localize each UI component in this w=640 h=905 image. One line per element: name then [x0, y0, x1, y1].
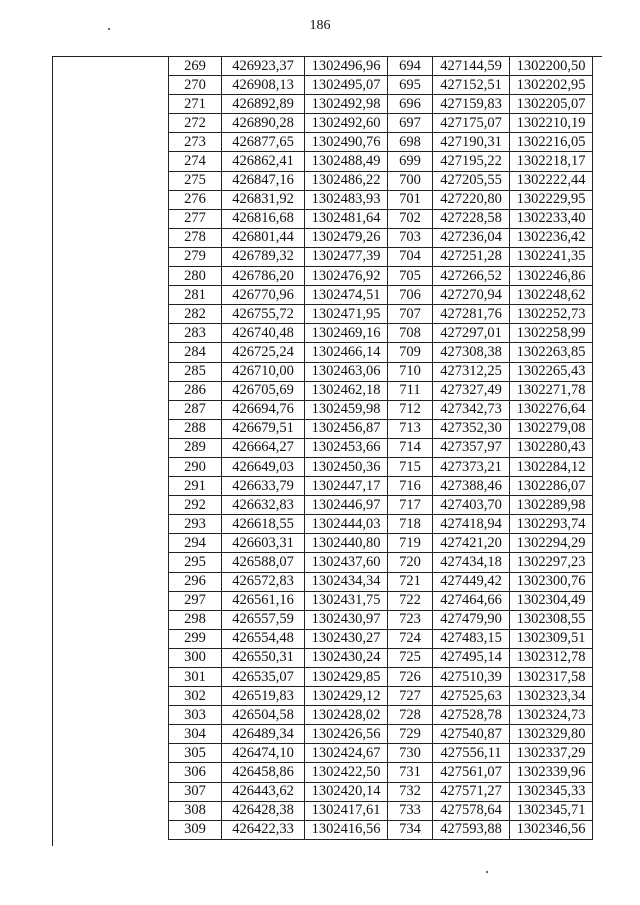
x-coordinate-b-cell: 427571,27 — [433, 782, 510, 801]
table-row — [169, 610, 593, 629]
y-coordinate-b-cell: 1302205,07 — [510, 95, 593, 114]
y-coordinate-b-cell: 1302317,58 — [510, 668, 593, 687]
table-row — [169, 152, 593, 171]
table-row — [169, 267, 593, 286]
x-coordinate-b-cell: 427352,30 — [433, 419, 510, 438]
y-coordinate-a-cell: 1302440,80 — [305, 534, 388, 553]
point-number-b-cell: 727 — [388, 687, 433, 706]
x-coordinate-a-cell: 426831,92 — [222, 190, 305, 209]
x-coordinate-a-cell: 426557,59 — [222, 610, 305, 629]
point-number-b-cell: 699 — [388, 152, 433, 171]
x-coordinate-b-cell: 427540,87 — [433, 725, 510, 744]
point-number-a-cell: 293 — [169, 515, 222, 534]
x-coordinate-b-cell: 427152,51 — [433, 76, 510, 95]
point-number-a-cell: 269 — [169, 57, 222, 76]
y-coordinate-b-cell: 1302248,62 — [510, 286, 593, 305]
y-coordinate-a-cell: 1302429,12 — [305, 687, 388, 706]
y-coordinate-b-cell: 1302218,17 — [510, 152, 593, 171]
y-coordinate-a-cell: 1302420,14 — [305, 782, 388, 801]
x-coordinate-a-cell: 426504,58 — [222, 706, 305, 725]
x-coordinate-b-cell: 427195,22 — [433, 152, 510, 171]
y-coordinate-a-cell: 1302477,39 — [305, 247, 388, 266]
point-number-a-cell: 287 — [169, 400, 222, 419]
point-number-a-cell: 274 — [169, 152, 222, 171]
y-coordinate-b-cell: 1302346,56 — [510, 820, 593, 839]
point-number-b-cell: 723 — [388, 610, 433, 629]
table-row — [169, 228, 593, 247]
point-number-b-cell: 698 — [388, 133, 433, 152]
y-coordinate-b-cell: 1302229,95 — [510, 190, 593, 209]
x-coordinate-b-cell: 427449,42 — [433, 572, 510, 591]
point-number-b-cell: 718 — [388, 515, 433, 534]
page-number: 186 — [309, 18, 331, 33]
table-row — [169, 648, 593, 667]
point-number-b-cell: 725 — [388, 648, 433, 667]
point-number-a-cell: 302 — [169, 687, 222, 706]
point-number-a-cell: 271 — [169, 95, 222, 114]
point-number-a-cell: 289 — [169, 438, 222, 457]
x-coordinate-b-cell: 427434,18 — [433, 553, 510, 572]
x-coordinate-a-cell: 426550,31 — [222, 648, 305, 667]
point-number-b-cell: 712 — [388, 400, 433, 419]
x-coordinate-a-cell: 426710,00 — [222, 362, 305, 381]
point-number-a-cell: 278 — [169, 228, 222, 247]
x-coordinate-b-cell: 427578,64 — [433, 801, 510, 820]
point-number-a-cell: 294 — [169, 534, 222, 553]
table-row — [169, 591, 593, 610]
point-number-a-cell: 286 — [169, 381, 222, 400]
y-coordinate-a-cell: 1302471,95 — [305, 305, 388, 324]
point-number-a-cell: 301 — [169, 668, 222, 687]
x-coordinate-b-cell: 427561,07 — [433, 763, 510, 782]
table-row — [169, 782, 593, 801]
x-coordinate-a-cell: 426474,10 — [222, 744, 305, 763]
y-coordinate-b-cell: 1302329,80 — [510, 725, 593, 744]
y-coordinate-b-cell: 1302312,78 — [510, 648, 593, 667]
table-row — [169, 725, 593, 744]
point-number-b-cell: 719 — [388, 534, 433, 553]
y-coordinate-b-cell: 1302324,73 — [510, 706, 593, 725]
y-coordinate-b-cell: 1302294,29 — [510, 534, 593, 553]
table-row — [169, 114, 593, 133]
y-coordinate-b-cell: 1302304,49 — [510, 591, 593, 610]
table-row — [169, 381, 593, 400]
point-number-b-cell: 705 — [388, 267, 433, 286]
point-number-a-cell: 270 — [169, 76, 222, 95]
table-row — [169, 820, 593, 839]
coordinates-table — [168, 56, 593, 840]
point-number-a-cell: 279 — [169, 247, 222, 266]
table-row — [169, 95, 593, 114]
point-number-b-cell: 724 — [388, 629, 433, 648]
table-row — [169, 76, 593, 95]
x-coordinate-a-cell: 426618,55 — [222, 515, 305, 534]
y-coordinate-a-cell: 1302428,02 — [305, 706, 388, 725]
x-coordinate-a-cell: 426632,83 — [222, 496, 305, 515]
y-coordinate-b-cell: 1302280,43 — [510, 438, 593, 457]
x-coordinate-a-cell: 426923,37 — [222, 57, 305, 76]
x-coordinate-b-cell: 427525,63 — [433, 687, 510, 706]
x-coordinate-b-cell: 427388,46 — [433, 477, 510, 496]
y-coordinate-b-cell: 1302337,29 — [510, 744, 593, 763]
point-number-a-cell: 285 — [169, 362, 222, 381]
point-number-a-cell: 297 — [169, 591, 222, 610]
x-coordinate-b-cell: 427205,55 — [433, 171, 510, 190]
table-row — [169, 744, 593, 763]
y-coordinate-b-cell: 1302345,33 — [510, 782, 593, 801]
point-number-b-cell: 700 — [388, 171, 433, 190]
point-number-b-cell: 703 — [388, 228, 433, 247]
x-coordinate-b-cell: 427236,04 — [433, 228, 510, 247]
x-coordinate-a-cell: 426801,44 — [222, 228, 305, 247]
table-row — [169, 286, 593, 305]
y-coordinate-b-cell: 1302265,43 — [510, 362, 593, 381]
x-coordinate-a-cell: 426789,32 — [222, 247, 305, 266]
x-coordinate-b-cell: 427228,58 — [433, 209, 510, 228]
y-coordinate-b-cell: 1302339,96 — [510, 763, 593, 782]
y-coordinate-a-cell: 1302434,34 — [305, 572, 388, 591]
y-coordinate-a-cell: 1302456,87 — [305, 419, 388, 438]
x-coordinate-b-cell: 427593,88 — [433, 820, 510, 839]
y-coordinate-b-cell: 1302345,71 — [510, 801, 593, 820]
x-coordinate-b-cell: 427418,94 — [433, 515, 510, 534]
x-coordinate-b-cell: 427479,90 — [433, 610, 510, 629]
point-number-b-cell: 697 — [388, 114, 433, 133]
x-coordinate-b-cell: 427190,31 — [433, 133, 510, 152]
x-coordinate-a-cell: 426428,38 — [222, 801, 305, 820]
point-number-a-cell: 277 — [169, 209, 222, 228]
point-number-b-cell: 695 — [388, 76, 433, 95]
y-coordinate-a-cell: 1302488,49 — [305, 152, 388, 171]
y-coordinate-a-cell: 1302466,14 — [305, 343, 388, 362]
x-coordinate-a-cell: 426535,07 — [222, 668, 305, 687]
x-coordinate-a-cell: 426588,07 — [222, 553, 305, 572]
y-coordinate-a-cell: 1302459,98 — [305, 400, 388, 419]
table-row — [169, 247, 593, 266]
point-number-b-cell: 728 — [388, 706, 433, 725]
x-coordinate-a-cell: 426519,83 — [222, 687, 305, 706]
x-coordinate-b-cell: 427528,78 — [433, 706, 510, 725]
point-number-b-cell: 704 — [388, 247, 433, 266]
point-number-b-cell: 720 — [388, 553, 433, 572]
y-coordinate-a-cell: 1302424,67 — [305, 744, 388, 763]
point-number-a-cell: 298 — [169, 610, 222, 629]
x-coordinate-a-cell: 426770,96 — [222, 286, 305, 305]
point-number-a-cell: 308 — [169, 801, 222, 820]
point-number-a-cell: 292 — [169, 496, 222, 515]
x-coordinate-b-cell: 427357,97 — [433, 438, 510, 457]
x-coordinate-b-cell: 427342,73 — [433, 400, 510, 419]
x-coordinate-a-cell: 426755,72 — [222, 305, 305, 324]
point-number-a-cell: 284 — [169, 343, 222, 362]
table-row — [169, 324, 593, 343]
x-coordinate-a-cell: 426877,65 — [222, 133, 305, 152]
y-coordinate-a-cell: 1302447,17 — [305, 477, 388, 496]
point-number-b-cell: 716 — [388, 477, 433, 496]
point-number-a-cell: 290 — [169, 457, 222, 476]
y-coordinate-b-cell: 1302241,35 — [510, 247, 593, 266]
y-coordinate-a-cell: 1302430,24 — [305, 648, 388, 667]
point-number-b-cell: 729 — [388, 725, 433, 744]
point-number-a-cell: 280 — [169, 267, 222, 286]
point-number-a-cell: 283 — [169, 324, 222, 343]
y-coordinate-b-cell: 1302286,07 — [510, 477, 593, 496]
y-coordinate-b-cell: 1302279,08 — [510, 419, 593, 438]
x-coordinate-b-cell: 427251,28 — [433, 247, 510, 266]
x-coordinate-a-cell: 426740,48 — [222, 324, 305, 343]
y-coordinate-b-cell: 1302323,34 — [510, 687, 593, 706]
y-coordinate-a-cell: 1302430,97 — [305, 610, 388, 629]
x-coordinate-b-cell: 427144,59 — [433, 57, 510, 76]
y-coordinate-a-cell: 1302483,93 — [305, 190, 388, 209]
x-coordinate-b-cell: 427510,39 — [433, 668, 510, 687]
scan-speck — [486, 871, 488, 873]
x-coordinate-a-cell: 426786,20 — [222, 267, 305, 286]
point-number-a-cell: 291 — [169, 477, 222, 496]
point-number-a-cell: 296 — [169, 572, 222, 591]
x-coordinate-b-cell: 427270,94 — [433, 286, 510, 305]
y-coordinate-b-cell: 1302216,05 — [510, 133, 593, 152]
y-coordinate-a-cell: 1302495,07 — [305, 76, 388, 95]
point-number-b-cell: 708 — [388, 324, 433, 343]
point-number-a-cell: 281 — [169, 286, 222, 305]
y-coordinate-a-cell: 1302476,92 — [305, 267, 388, 286]
y-coordinate-a-cell: 1302446,97 — [305, 496, 388, 515]
x-coordinate-a-cell: 426554,48 — [222, 629, 305, 648]
x-coordinate-a-cell: 426649,03 — [222, 457, 305, 476]
point-number-a-cell: 303 — [169, 706, 222, 725]
x-coordinate-b-cell: 427281,76 — [433, 305, 510, 324]
point-number-a-cell: 275 — [169, 171, 222, 190]
x-coordinate-a-cell: 426664,27 — [222, 438, 305, 457]
y-coordinate-b-cell: 1302233,40 — [510, 209, 593, 228]
x-coordinate-b-cell: 427495,14 — [433, 648, 510, 667]
y-coordinate-b-cell: 1302210,19 — [510, 114, 593, 133]
y-coordinate-a-cell: 1302486,22 — [305, 171, 388, 190]
table-row — [169, 687, 593, 706]
x-coordinate-b-cell: 427175,07 — [433, 114, 510, 133]
x-coordinate-a-cell: 426603,31 — [222, 534, 305, 553]
x-coordinate-b-cell: 427312,25 — [433, 362, 510, 381]
y-coordinate-b-cell: 1302200,50 — [510, 57, 593, 76]
y-coordinate-a-cell: 1302417,61 — [305, 801, 388, 820]
y-coordinate-a-cell: 1302429,85 — [305, 668, 388, 687]
x-coordinate-a-cell: 426694,76 — [222, 400, 305, 419]
x-coordinate-b-cell: 427159,83 — [433, 95, 510, 114]
y-coordinate-a-cell: 1302462,18 — [305, 381, 388, 400]
x-coordinate-a-cell: 426847,16 — [222, 171, 305, 190]
x-coordinate-a-cell: 426458,86 — [222, 763, 305, 782]
x-coordinate-a-cell: 426633,79 — [222, 477, 305, 496]
point-number-a-cell: 307 — [169, 782, 222, 801]
point-number-a-cell: 272 — [169, 114, 222, 133]
x-coordinate-a-cell: 426443,62 — [222, 782, 305, 801]
y-coordinate-a-cell: 1302492,98 — [305, 95, 388, 114]
x-coordinate-b-cell: 427483,15 — [433, 629, 510, 648]
y-coordinate-a-cell: 1302474,51 — [305, 286, 388, 305]
table-row — [169, 419, 593, 438]
table-row — [169, 629, 593, 648]
point-number-b-cell: 734 — [388, 820, 433, 839]
table-row — [169, 457, 593, 476]
x-coordinate-a-cell: 426572,83 — [222, 572, 305, 591]
point-number-b-cell: 726 — [388, 668, 433, 687]
y-coordinate-a-cell: 1302437,60 — [305, 553, 388, 572]
table-row — [169, 553, 593, 572]
x-coordinate-a-cell: 426422,33 — [222, 820, 305, 839]
point-number-b-cell: 713 — [388, 419, 433, 438]
y-coordinate-b-cell: 1302222,44 — [510, 171, 593, 190]
table-row — [169, 534, 593, 553]
point-number-a-cell: 306 — [169, 763, 222, 782]
x-coordinate-b-cell: 427373,21 — [433, 457, 510, 476]
y-coordinate-b-cell: 1302252,73 — [510, 305, 593, 324]
y-coordinate-a-cell: 1302463,06 — [305, 362, 388, 381]
y-coordinate-b-cell: 1302293,74 — [510, 515, 593, 534]
y-coordinate-b-cell: 1302300,76 — [510, 572, 593, 591]
x-coordinate-b-cell: 427403,70 — [433, 496, 510, 515]
point-number-b-cell: 730 — [388, 744, 433, 763]
point-number-b-cell: 706 — [388, 286, 433, 305]
point-number-b-cell: 715 — [388, 457, 433, 476]
point-number-a-cell: 304 — [169, 725, 222, 744]
point-number-a-cell: 273 — [169, 133, 222, 152]
y-coordinate-b-cell: 1302271,78 — [510, 381, 593, 400]
y-coordinate-b-cell: 1302309,51 — [510, 629, 593, 648]
table-row — [169, 801, 593, 820]
table-row — [169, 706, 593, 725]
point-number-b-cell: 717 — [388, 496, 433, 515]
point-number-a-cell: 295 — [169, 553, 222, 572]
point-number-a-cell: 300 — [169, 648, 222, 667]
x-coordinate-b-cell: 427421,20 — [433, 534, 510, 553]
x-coordinate-a-cell: 426705,69 — [222, 381, 305, 400]
point-number-b-cell: 731 — [388, 763, 433, 782]
point-number-b-cell: 707 — [388, 305, 433, 324]
table-row — [169, 209, 593, 228]
point-number-a-cell: 305 — [169, 744, 222, 763]
point-number-b-cell: 696 — [388, 95, 433, 114]
y-coordinate-a-cell: 1302453,66 — [305, 438, 388, 457]
y-coordinate-a-cell: 1302431,75 — [305, 591, 388, 610]
y-coordinate-a-cell: 1302450,36 — [305, 457, 388, 476]
table-row — [169, 362, 593, 381]
y-coordinate-a-cell: 1302481,64 — [305, 209, 388, 228]
y-coordinate-b-cell: 1302246,86 — [510, 267, 593, 286]
y-coordinate-a-cell: 1302496,96 — [305, 57, 388, 76]
y-coordinate-a-cell: 1302444,03 — [305, 515, 388, 534]
x-coordinate-a-cell: 426489,34 — [222, 725, 305, 744]
x-coordinate-b-cell: 427464,66 — [433, 591, 510, 610]
point-number-a-cell: 288 — [169, 419, 222, 438]
x-coordinate-a-cell: 426816,68 — [222, 209, 305, 228]
x-coordinate-b-cell: 427297,01 — [433, 324, 510, 343]
y-coordinate-b-cell: 1302202,95 — [510, 76, 593, 95]
x-coordinate-b-cell: 427266,52 — [433, 267, 510, 286]
point-number-b-cell: 733 — [388, 801, 433, 820]
table-row — [169, 515, 593, 534]
point-number-b-cell: 701 — [388, 190, 433, 209]
table-row — [169, 57, 593, 76]
table-row — [169, 496, 593, 515]
table-row — [169, 438, 593, 457]
y-coordinate-a-cell: 1302416,56 — [305, 820, 388, 839]
y-coordinate-b-cell: 1302308,55 — [510, 610, 593, 629]
x-coordinate-a-cell: 426890,28 — [222, 114, 305, 133]
point-number-a-cell: 299 — [169, 629, 222, 648]
point-number-b-cell: 694 — [388, 57, 433, 76]
table-row — [169, 133, 593, 152]
y-coordinate-a-cell: 1302422,50 — [305, 763, 388, 782]
point-number-b-cell: 711 — [388, 381, 433, 400]
point-number-b-cell: 722 — [388, 591, 433, 610]
y-coordinate-b-cell: 1302289,98 — [510, 496, 593, 515]
x-coordinate-a-cell: 426725,24 — [222, 343, 305, 362]
table-row — [169, 477, 593, 496]
y-coordinate-b-cell: 1302276,64 — [510, 400, 593, 419]
x-coordinate-b-cell: 427308,38 — [433, 343, 510, 362]
y-coordinate-b-cell: 1302284,12 — [510, 457, 593, 476]
y-coordinate-a-cell: 1302492,60 — [305, 114, 388, 133]
table-row — [169, 763, 593, 782]
x-coordinate-a-cell: 426892,89 — [222, 95, 305, 114]
y-coordinate-a-cell: 1302430,27 — [305, 629, 388, 648]
y-coordinate-b-cell: 1302297,23 — [510, 553, 593, 572]
point-number-b-cell: 709 — [388, 343, 433, 362]
coordinates-table-body — [169, 57, 593, 840]
y-coordinate-b-cell: 1302263,85 — [510, 343, 593, 362]
y-coordinate-a-cell: 1302426,56 — [305, 725, 388, 744]
point-number-a-cell: 282 — [169, 305, 222, 324]
x-coordinate-b-cell: 427327,49 — [433, 381, 510, 400]
x-coordinate-a-cell: 426561,16 — [222, 591, 305, 610]
point-number-b-cell: 710 — [388, 362, 433, 381]
y-coordinate-a-cell: 1302479,26 — [305, 228, 388, 247]
point-number-b-cell: 702 — [388, 209, 433, 228]
x-coordinate-a-cell: 426862,41 — [222, 152, 305, 171]
point-number-a-cell: 276 — [169, 190, 222, 209]
x-coordinate-b-cell: 427556,11 — [433, 744, 510, 763]
table-row — [169, 400, 593, 419]
y-coordinate-a-cell: 1302490,76 — [305, 133, 388, 152]
point-number-b-cell: 714 — [388, 438, 433, 457]
table-row — [169, 190, 593, 209]
y-coordinate-b-cell: 1302258,99 — [510, 324, 593, 343]
x-coordinate-a-cell: 426908,13 — [222, 76, 305, 95]
y-coordinate-a-cell: 1302469,16 — [305, 324, 388, 343]
table-row — [169, 343, 593, 362]
x-coordinate-b-cell: 427220,80 — [433, 190, 510, 209]
table-row — [169, 668, 593, 687]
table-row — [169, 572, 593, 591]
x-coordinate-a-cell: 426679,51 — [222, 419, 305, 438]
point-number-a-cell: 309 — [169, 820, 222, 839]
table-row — [169, 171, 593, 190]
table-row — [169, 305, 593, 324]
point-number-b-cell: 732 — [388, 782, 433, 801]
point-number-b-cell: 721 — [388, 572, 433, 591]
y-coordinate-b-cell: 1302236,42 — [510, 228, 593, 247]
